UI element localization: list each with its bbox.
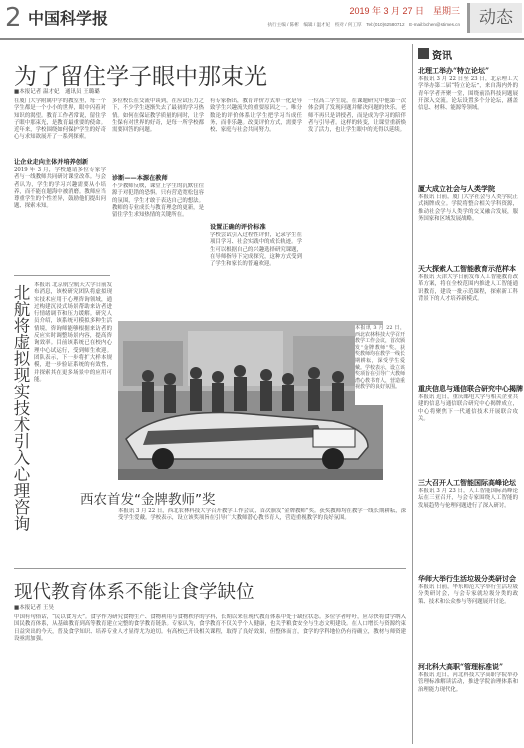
lead-col2b-text: 不少教师反映，课堂上学生的沉默往往源于对犯错的恐惧。只有营造宽松包容的氛围，学生才敢于表达自己的想法。教师的专业成长与教育理念的更新，是留住学生求知热情的关键所在。 xyxy=(112,183,204,219)
issue-date: 2019 年 3 月 27 日 星期三 xyxy=(349,6,460,16)
sidebar-item-text: 本报讯 近日，重庆邮电大学与相关企业共建的信息与通信联合研究中心揭牌成立，中心将聚焦下一代通信技术开展联合攻关。 xyxy=(418,394,518,422)
divider xyxy=(14,568,406,569)
second-byline: ■本报记者 王昊 xyxy=(14,605,54,611)
news-badge-icon xyxy=(418,48,429,59)
side-story-title: 北航将虚拟现实技术引入心理咨询 xyxy=(11,284,30,532)
sidebar-item-body xyxy=(418,274,518,344)
lead-headline: 为了留住学子眼中那束光 xyxy=(14,64,267,90)
lead-col1b-text: 2019 年 3 月，学校邀请多位专家学者与一线教师共同研讨课堂改革。与会者认为，学生的学习兴趣需要从小培养，而不能在题海中被消磨。教师应当尊重学生的个性差异，鼓励他们提出问题、探索未知。 xyxy=(14,167,106,210)
column-divider xyxy=(412,44,413,744)
photo-caption-text: 本报讯 3 月 22 日，西北农林科技大学召开教学工作会议，首次颁发“金牌教师”奖。获奖教师均在教学一线长期耕耘，深受学生爱戴。学校表示，设立该奖项旨在引导广大教师潜心教书育人，营造重视教学的良好氛围。 xyxy=(355,325,406,391)
photo-story-body xyxy=(118,508,406,568)
lead-subhead-2: 诊断——本源在教师 xyxy=(112,175,168,182)
sidebar-item-text: 本报讯 3 月 23 日，人工智能国际高峰论坛在三亚召开，与会专家围绕人工智能的发展趋势与伦理问题进行了深入研讨。 xyxy=(418,488,518,509)
sidebar-item-title: 华师大举行生活垃圾分类研讨会 xyxy=(418,574,516,583)
sidebar-item-title: 河北科大高职“管理标准说” xyxy=(418,662,504,671)
sidebar-item-body xyxy=(418,76,518,176)
sidebar-item-body xyxy=(418,488,518,570)
photo-story-text: 本报讯 3 月 22 日，西北农林科技大学召开教学工作会议，首次颁发“金牌教师”奖。获奖教师均在教学一线长期耕耘，深受学生爱戴。学校表示，设立该奖项旨在引导广大教师潜心教书育人，营造重视教学的良好氛围。 xyxy=(118,508,406,522)
lead-col1-text: 在厦门大学附属中学的教室里，每一个学生都是一个小小的世界，眼中闪着对知识的渴望。教育工作者常说，留住学子眼中那束光，是教育最重要的使命。近年来，学校围绕如何保护学生的好奇心与求知欲展开了一系列探索。 xyxy=(14,98,106,141)
sidebar-item-title: 北理工举办“特立论坛” xyxy=(418,66,490,75)
sidebar-item-text: 本报讯 近日，河北科技大学高职学院举办管理标准解读活动，推进学院治理体系和治理能力现代化。 xyxy=(418,672,518,693)
lead-column-3b xyxy=(210,232,302,314)
sidebar-item-title: 厦大成立社会与人类学院 xyxy=(418,184,495,193)
lead-column-2b xyxy=(112,183,204,313)
sidebar-item-text: 本报讯 天津大学日前发布人工智能教育改革方案，将在全校范围内推进人工智能通识教育，建设一批示范课程，探索新工科背景下的人才培养新模式。 xyxy=(418,274,518,302)
editor-info: 执行主编 / 陈彬 编辑 / 温才妃 校对 / 何工厚 Tel:(010)62580712 E-mail:bchen@stimes.cn xyxy=(267,22,460,27)
sidebar-label: 资讯 xyxy=(432,51,452,62)
sidebar-item-title: 三大召开人工智能国际高峰论坛 xyxy=(418,478,516,487)
lead-column-1 xyxy=(14,98,106,154)
side-story-text: 本报讯 北京航空航天大学日前发布消息，该校研究团队将虚拟现实技术应用于心理咨询领域，通过构建沉浸式场景帮助来访者进行情绪调节和压力缓解。研究人员介绍，该系统可模拟多种生活情境，咨询师能够根据来访者的反应实时调整场景内容，提高咨询效率。目前该系统已在校内心理中心试运行，受到师生欢迎。团队表示，下一步将扩大样本规模，进一步验证系统的有效性，并探索其在更多场景中的应用可能。 xyxy=(34,282,112,383)
sidebar-header xyxy=(418,46,518,62)
sidebar-item-text: 本报讯 日前，厦门大学社会与人类学院正式揭牌成立。学院将整合相关学科资源，推动社会学与人类学的交叉融合发展，服务国家和区域发展战略。 xyxy=(418,194,518,222)
lead-subhead-3: 设置正确的评价标准 xyxy=(210,224,266,231)
section-label: 动态 xyxy=(467,3,522,33)
photo-caption-box xyxy=(355,325,405,405)
lead-column-1b xyxy=(14,167,106,267)
lead-column-2 xyxy=(112,98,204,170)
page-number: 2 xyxy=(5,3,22,33)
lead-column-4 xyxy=(308,98,406,313)
photo-story-title: 西农首发“金牌教师”奖 xyxy=(80,492,216,508)
lead-byline: ■本报记者 温才妃 通讯员 王璐璐 xyxy=(14,89,100,95)
newspaper-logo: 中国科学报 xyxy=(28,9,109,28)
sidebar-item-title: 重庆信息与通信联合研究中心揭牌 xyxy=(418,384,523,393)
sidebar-item-body xyxy=(418,584,518,654)
race-car-photo xyxy=(118,321,383,480)
sidebar-item-body xyxy=(418,394,518,476)
sidebar-item-body xyxy=(418,194,518,234)
lead-col3-text: 有专家指出，教育评价方式单一化是导致学生兴趣流失的重要原因之一。唯分数论的评价体系让学生把学习当成任务，而非乐趣。改变评价方式，需要学校、家庭与社会共同努力。 xyxy=(210,98,302,134)
second-headline: 现代教育体系不能让食学缺位 xyxy=(14,582,255,603)
lead-column-3 xyxy=(210,98,302,218)
sidebar-item-body xyxy=(418,672,518,742)
second-story-text: 中国有句俗话，“民以食为天”。食学作为研究食物生产、食物利用与食物秩序的学科，长期以来在现代教育体系中处于缺位状态。多位学者呼吁，应尽快将食学纳入国民教育体系，从基础教育到高等教育建立完整的食学教育链条。专家认为，食学教育不仅关乎个人健康，也关乎粮食安全与生态文明建设。在人口增长与资源约束日益突出的今天，普及食学知识、培养专业人才显得尤为迫切。有高校已开设相关课程，取得了良好效果，但整体而言，食学的学科地位仍有待确立，教材与师资建设亟需加强。 xyxy=(14,614,406,642)
lead-subhead-1: 让企业走向主体并培养创新 xyxy=(14,159,89,166)
divider xyxy=(14,275,110,276)
sidebar-item-text: 本报讯 3 月 22 日至 23 日，北京理工大学举办第二届“特立论坛”，来自海内外的青年学者齐聚一堂，围绕前沿科技问题展开深入交流。论坛设置多个分论坛，涵盖信息、材料、能源等领域。 xyxy=(418,76,518,112)
lead-col2-text: 多位校长在交流中谈到，在应试压力之下，不少学生逐渐失去了最初的学习热情。如何在保证教学质量的同时，让学生保有对世界的好奇，是每一所学校都需要回答的问题。 xyxy=(112,98,204,134)
sidebar-item-title: 天大探索人工智能教育示范样本 xyxy=(418,264,516,273)
masthead xyxy=(0,0,524,40)
sidebar-item-text: 本报讯 日前，华东师范大学举行生活垃圾分类研讨会，与会专家就垃圾分类的政策、技术和公众参与等问题展开讨论。 xyxy=(418,584,518,605)
second-story-body xyxy=(14,614,406,742)
lead-col4-text: 一位高二学生说，在课题研究中他第一次体会到了发现问题并解决问题的快乐。老师不再只是讲授者，而是成为学习的陪伴者与引导者。这样的转变，让课堂重新焕发了活力，也让学生眼中的光得以延续。 xyxy=(308,98,406,134)
lead-col3b-text: 学校尝试引入过程性评价，记录学生在项目学习、社会实践中的成长轨迹。学生可以根据自己的兴趣选择研究课题，在导师指导下完成探究，这种方式受到了学生和家长的普遍欢迎。 xyxy=(210,232,302,268)
